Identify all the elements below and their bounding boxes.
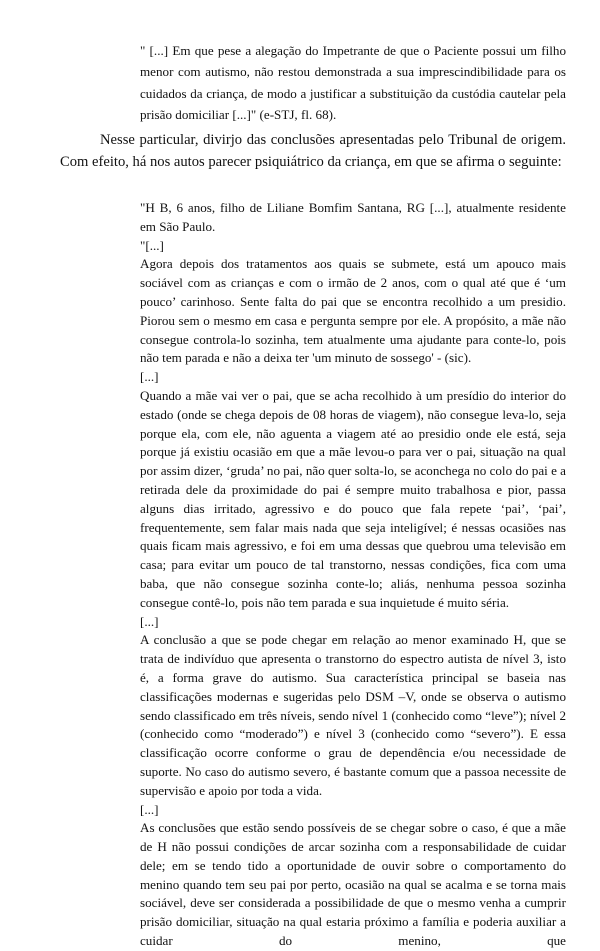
report-ellipsis: [...] [140,613,159,629]
report-paragraph: Quando a mãe vai ver o pai, que se acha recolhido à um presídio do interior do estado (onde se chega depois de 08 horas de viagem), não consegue leva-lo, seja porque ela, com ele, não aguenta a viagem até ao presidio onde ele está, seja porque já existiu ocasião em que a mãe levou-o para ver o pai, situação na qual por assim dizer, ‘gruda’ no pai, não quer solta-lo, se aconchega no colo do pai e a retirada dele da proximidade do pai é sempre muito trabalhosa e pior, passa alguns dias irritado, agressivo e do pouco que fala repete ‘pai’, ‘pai’, frequentemente, sem falar mais nada que seja inteligível; é nessas ocasiões nas quais ficam mais agressivo, e foi em uma dessas que quebrou uma televisão em casa; para evitar um pouco de tal transtorno, nessas condições, fica com uma baba, que não consegue sozinha conte-lo; aliás, nenhuma pessoa sozinha consegue contê-lo, pois não tem parada e sua inquietude é muito séria. [140,387,566,610]
quoted-excerpt-tribunal: " [...] Em que pese a alegação do Impetrante de que o Paciente possui um filho menor com autismo, não restou demonstrada a sua imprescindibilidade para os cuidados da criança, de modo a justificar a substituição da custódia cautelar pela prisão domiciliar [...]" (e-STJ, fl. 68). [140,43,566,122]
report-paragraph: As conclusões que estão sendo possíveis de se chegar sobre o caso, é que a mãe de H não possui condições de arcar sozinha com a responsabilidade de cuidar dele; em se tendo tido a oportunidade de ouvir sobre o comportamento do menino quando tem seu pai por perto, ocasião na qual se acalma e se torna mais sociável, deve ser considerada a possibilidade de que o mesmo venha a cumprir prisão domiciliar, situação na qual estaria próximo a família e poderia auxiliar a cuidar do menino, que [140,820,566,949]
quoted-psychiatric-report [140,199,566,951]
body-paragraph: Nesse particular, divirjo das conclusões apresentadas pelo Tribunal de origem. Com efeito, há nos autos parecer psiquiátrico da criança, em que se afirma o seguinte: [60,132,566,170]
report-ellipsis: [...] [140,369,159,385]
report-ellipsis: [...] [140,801,159,817]
report-paragraph: A conclusão a que se pode chegar em relação ao menor examinado H, que se trata de indivíduo que apresenta o transtorno do espectro autista de nível 3, isto é, a forma grave do autismo. Sua característica principal se baseia nas classificações modernas e sugeridas pelo DSM –V, onde se observa o autismo sendo classificado em três níveis, sendo nível 1 (conhecido como “leve”); nível 2 (conhecido como “moderado”) e nível 3 (conhecido como “severo”). E essa classificação ocorre conforme o grau de dependência e/ou necessidade de suporte. No caso do autismo severo, é bastante comum que a passoa necessite de supervisão e apoio por toda a vida. [140,632,566,798]
report-header-line: "H B, 6 anos, filho de Liliane Bomfim Santana, RG [...], atualmente residente em São Paulo. [140,200,566,234]
report-ellipsis: "[...] [140,237,164,253]
report-paragraph: Agora depois dos tratamentos aos quais se submete, está um apouco mais sociável com as crianças e com o irmão de 2 anos, com o qual até que é ‘um pouco’ carinhoso. Sente falta do pai que se encontra recolhido a um presidio. Piorou sem o mesmo em casa e pergunta sempre por ele. A propósito, a mãe não consegue controla-lo sozinha, tem atualmente uma ajudante para conte-lo, pois não tem parada e não a deixa ter 'um minuto de sossego' - (sic). [140,256,566,366]
